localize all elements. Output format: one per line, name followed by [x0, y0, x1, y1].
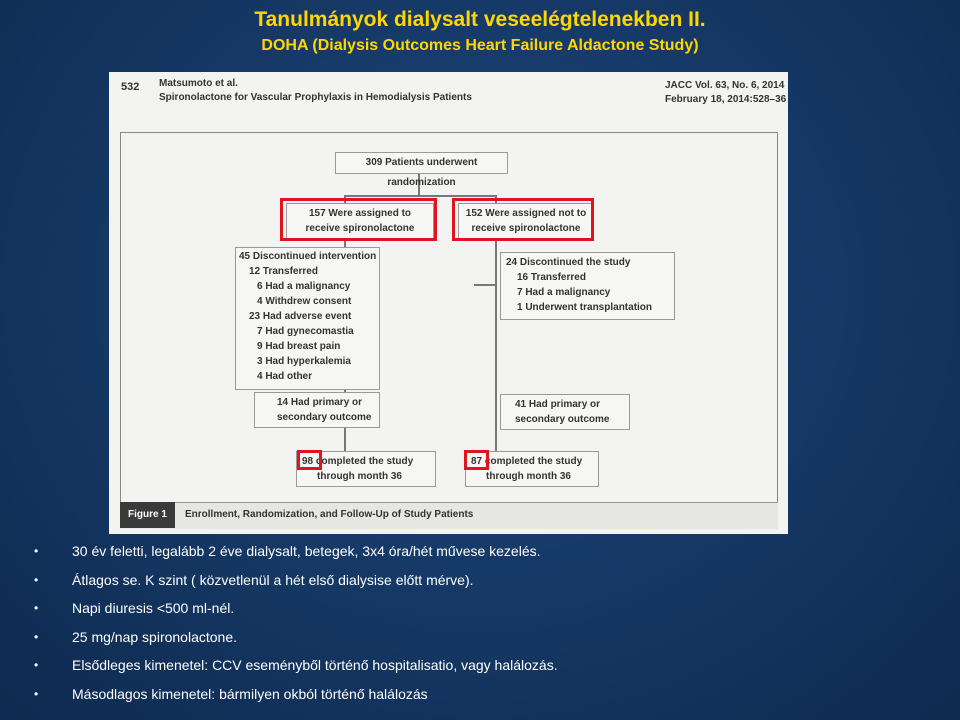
outcome-right-line2: secondary outcome: [515, 414, 610, 425]
outcome-left-line2: secondary outcome: [277, 412, 372, 423]
discontinued-right-item: 7 Had a malignancy: [517, 287, 611, 298]
slide-subtitle: DOHA (Dialysis Outcomes Heart Failure Aldactone Study): [261, 37, 699, 54]
outcome-right-line1: 41 Had primary or: [515, 399, 601, 410]
discontinued-right-item: 16 Transferred: [517, 272, 586, 283]
highlight-arm-left: [280, 198, 437, 241]
completed-right-line1: 87 completed the study: [471, 456, 583, 467]
highlight-completed-right: [464, 450, 489, 470]
authors: Matsumoto et al.: [159, 78, 238, 89]
discontinued-left-item: 7 Had gynecomastia: [257, 326, 354, 337]
arm-right-line2: receive spironolactone: [471, 223, 581, 234]
bullet-list: [30, 540, 950, 711]
completed-right-line2: through month 36: [486, 471, 571, 482]
completed-left-line1: 98 completed the study: [302, 456, 414, 467]
article-figure-scan: [109, 72, 788, 534]
highlight-arm-right: [452, 198, 594, 241]
page-number: 532: [121, 81, 140, 93]
slide-title: Tanulmányok dialysalt veseelégtelenekben II.: [254, 8, 706, 31]
bullet-item: • Átlagos se. K szint ( közvetlenül a hét első dialysise előtt mérve).: [30, 569, 950, 598]
connector: [474, 284, 496, 286]
bullet-item: • 25 mg/nap spironolactone.: [30, 626, 950, 655]
discontinued-left-total: 45 Discontinued intervention: [239, 251, 377, 262]
randomization-box: 309 Patients underwent randomization: [335, 152, 508, 174]
arm-left-line1: 157 Were assigned to: [308, 208, 412, 219]
article-title: Spironolactone for Vascular Prophylaxis in Hemodialysis Patients: [159, 92, 472, 103]
discontinued-left-item: 6 Had a malignancy: [257, 281, 351, 292]
discontinued-right-item: 1 Underwent transplantation: [517, 302, 653, 313]
highlight-completed-left: [297, 450, 322, 470]
bullet-item: • 30 év feletti, legalább 2 éve dialysalt, betegek, 3x4 óra/hét művese kezelés.: [30, 540, 950, 569]
journal-date: February 18, 2014:528–36: [665, 94, 787, 105]
discontinued-left-item: 12 Transferred: [249, 266, 318, 277]
discontinued-left-box: [235, 247, 380, 390]
outcome-left-box: [254, 392, 380, 428]
discontinued-left-item: 4 Had other: [257, 371, 313, 382]
outcome-left-line1: 14 Had primary or: [277, 397, 363, 408]
bullet-item: • Elsődleges kimenetel: CCV eseményből történő hospitalisatio, vagy halálozás.: [30, 654, 950, 683]
discontinued-right-total: 24 Discontinued the study: [506, 257, 631, 268]
discontinued-left-item: 4 Withdrew consent: [257, 296, 352, 307]
arm-left-line2: receive spironolactone: [305, 223, 415, 234]
connector: [344, 195, 496, 197]
journal-volume: JACC Vol. 63, No. 6, 2014: [665, 80, 785, 91]
discontinued-left-item: 3 Had hyperkalemia: [257, 356, 351, 367]
outcome-right-box: [500, 394, 630, 430]
completed-left-line2: through month 36: [317, 471, 402, 482]
bullet-item: • Másodlagos kimenetel: bármilyen okból történő halálozás: [30, 683, 950, 712]
figure-caption: Enrollment, Randomization, and Follow-Up of Study Patients: [185, 509, 474, 520]
discontinued-left-item: 9 Had breast pain: [257, 341, 341, 352]
discontinued-right-box: [500, 252, 675, 320]
discontinued-left-item: 23 Had adverse event: [249, 311, 352, 322]
arm-right-line1: 152 Were assigned not to: [465, 208, 587, 219]
figure-label: Figure 1: [120, 502, 175, 528]
bullet-item: • Napi diuresis <500 ml-nél.: [30, 597, 950, 626]
